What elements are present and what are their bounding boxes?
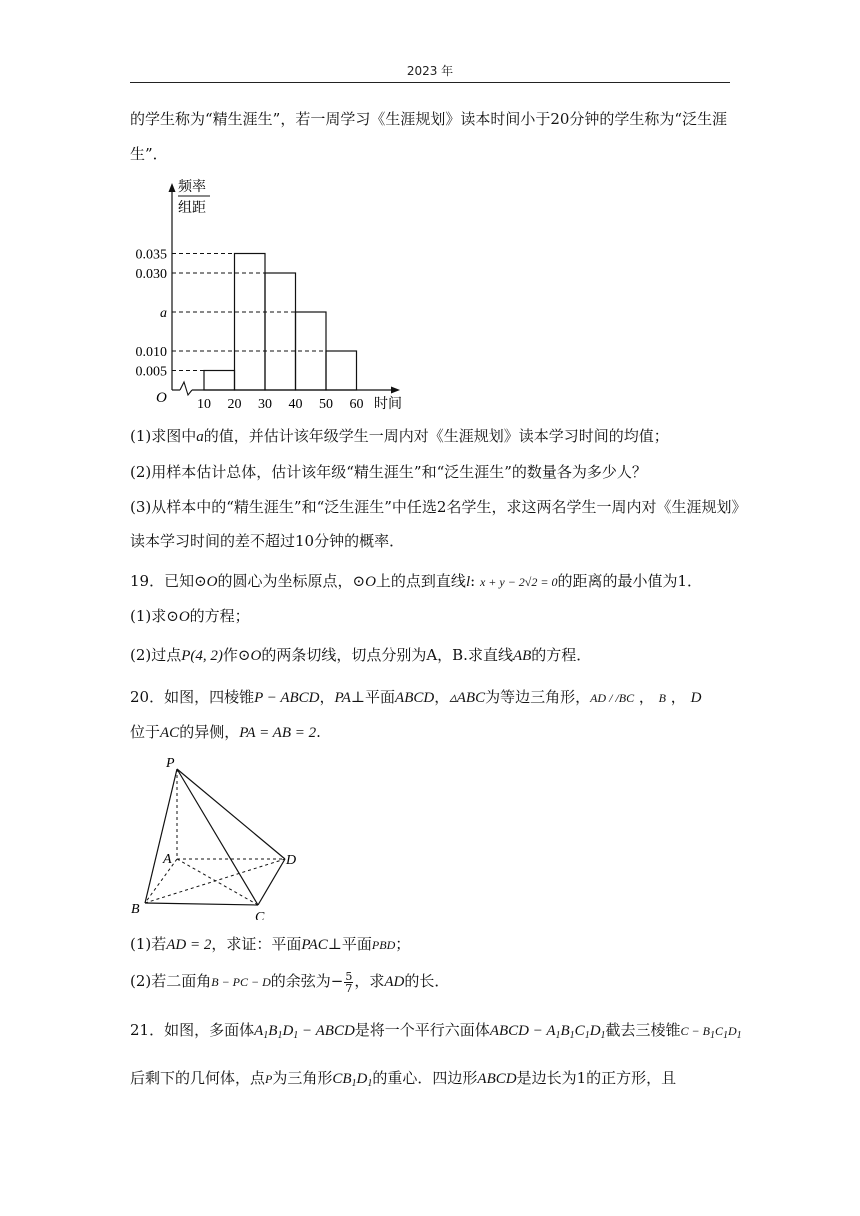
header-rule (130, 82, 730, 83)
q21-line2-b: 为三角形 (272, 1069, 333, 1087)
q21-pyramid-cut: $C - B_1C_1D_1$ (680, 1024, 742, 1041)
q20-plane-abcd: ABCD (395, 690, 435, 706)
q20-stem2-b: 的异侧， (179, 723, 240, 741)
q20-pa-ab-eq: PA = AB = 2 (239, 725, 317, 741)
y-tick-label: 0.030 (135, 267, 167, 282)
x-tick-label: 10 (197, 397, 211, 412)
x-tick-label: 40 (288, 397, 303, 412)
q20-stem-c: ⊥平面 (350, 688, 396, 706)
q20-plane-pbd: PBD (371, 938, 396, 952)
page-header: 2023 年 (406, 64, 454, 78)
q19-stem-e: 的距离的最小值为1． (557, 572, 703, 590)
q21-line2-a: 后剩下的几何体，点 (130, 1069, 266, 1087)
q20-stem-line-2 (130, 721, 321, 744)
q19-stem-b: 的圆心为坐标原点，⊙ (217, 572, 366, 590)
q20-stem-f: ， (638, 688, 654, 706)
histogram-bar (265, 273, 296, 390)
q18-part-1-pre: (1)求图中 (130, 427, 197, 445)
q19-line-equation: x + y − 2√2 = 0 (479, 575, 558, 589)
q21-polyhedron: $A_1B_1D_1$ − ABCD (254, 1023, 355, 1041)
q19-line-ab: AB (512, 648, 532, 664)
q18-part-1-post: 的值，并估计该年级学生一周内对《生涯规划》读本学习时间的均值； (203, 427, 669, 445)
q19-part-1 (130, 605, 250, 628)
q21-c: 截去三棱锥 (605, 1021, 681, 1039)
q19-part-1-b: 的方程； (189, 607, 250, 625)
q19-point-p: P(4, 2) (181, 648, 223, 664)
edge-ac (177, 859, 258, 905)
origin-label: O (156, 390, 167, 406)
q21-line-1 (130, 1019, 742, 1047)
q20-pyramid: P − ABCD (254, 690, 320, 706)
y-axis-label-numerator: 频率 (178, 180, 206, 195)
q19-circle-o: O (206, 574, 218, 590)
q18-part-3-line-1: (3)从样本中的“精生涯生”和“泛生涯生”中任选2名学生，求这两名学生一周内对《生涯规划》 (130, 498, 747, 516)
q20-p1-d: ； (395, 935, 411, 953)
edge-pb (145, 769, 177, 903)
q18-part-2: (2)用样本估计总体，估计该年级“精生涯生”和“泛生涯生”的数量各为多少人？ (130, 463, 647, 481)
q19-stem-c: 上的点到直线 (375, 572, 466, 590)
q20-p2-a: (2)若二面角 (130, 972, 212, 990)
q20-ad: AD (384, 974, 405, 990)
x-tick-label: 60 (349, 397, 364, 412)
q21-square-abcd: ABCD (477, 1071, 517, 1087)
y-tick-label: 0.035 (135, 247, 167, 263)
q19-circle-o-2: O (365, 574, 376, 590)
q20-p1-c: ⊥平面 (327, 935, 372, 953)
q20-ac: AC (160, 725, 180, 741)
q20-plane-pac: PAC (301, 937, 328, 953)
q19-part-2-b: 作⊙ (222, 646, 251, 664)
q20-dihedral-angle: B − PC − D (211, 975, 271, 989)
pyramid-figure (125, 750, 315, 920)
q19-part-2 (130, 644, 591, 667)
q20-stem-b: ， (319, 688, 335, 706)
fraction-denominator: 7 (345, 981, 353, 995)
q21-line2-d: 是边长为1的正方形，且 (516, 1069, 677, 1087)
q18-var-a: a (196, 429, 204, 445)
q20-vertex-d: D (690, 690, 702, 706)
x-tick-label: 30 (258, 397, 272, 412)
intro-line-1: 的学生称为“精生涯生”，若一周学习《生涯规划》读本时间小于20分钟的学生称为“泛生涯 (130, 110, 728, 128)
q21-b: 是将一个平行六面体 (354, 1021, 490, 1039)
q20-stem2-a: 位于 (130, 723, 161, 741)
x-axis-label: 时间 (374, 397, 402, 412)
y-tick-label: 0.005 (135, 364, 167, 380)
q20-p2-c: ，求 (354, 972, 385, 990)
q19-line-l: l (465, 574, 471, 590)
q21-parallelepiped: ABCD − $A_1B_1C_1D_1$ (489, 1023, 606, 1041)
q20-stem-line-1 (130, 686, 701, 709)
q21-point-p: P (265, 1072, 273, 1086)
q21-a: 21．如图，多面体 (130, 1021, 255, 1039)
q20-part-1 (130, 933, 410, 956)
x-axis-arrow (391, 387, 400, 394)
histogram-bar (235, 254, 266, 391)
q21-line-2 (130, 1067, 676, 1095)
q19-part-2-c: 的两条切线，切点分别为A，B.求直线 (261, 646, 513, 664)
axis-break-mark (180, 382, 192, 395)
q19-part-1-o: O (178, 609, 190, 625)
q18-part-1 (130, 425, 669, 448)
label-d: D (286, 853, 297, 868)
fraction-5-7 (344, 971, 353, 994)
q20-p1-a: (1)若 (130, 935, 167, 953)
histogram-bar (204, 371, 235, 391)
q20-pa: PA (334, 690, 351, 706)
label-p: P (166, 756, 175, 771)
q20-stem2-c: . (316, 723, 321, 741)
q19-part-2-d: 的方程． (531, 646, 592, 664)
edge-pc (177, 769, 258, 905)
q19-colon: : (470, 572, 476, 590)
y-tick-label: 0.010 (135, 345, 167, 360)
x-tick-label: 20 (227, 397, 242, 412)
q19-part-2-a: (2)过点 (130, 646, 182, 664)
y-axis-arrow (169, 183, 176, 192)
q18-part-3-line-2: 读本学习时间的差不超过10分钟的概率． (130, 532, 405, 550)
q20-stem-g: ， (670, 688, 686, 706)
q20-stem-a: 20．如图，四棱锥 (130, 688, 255, 706)
frequency-histogram (120, 175, 420, 415)
q20-p1-b: ，求证：平面 (211, 935, 302, 953)
q20-p2-b: 的余弦为− (270, 972, 344, 990)
q20-stem-d: ， (434, 688, 450, 706)
edge-bc (145, 903, 258, 905)
q20-part-2 (130, 970, 449, 994)
y-tick-label: a (160, 306, 167, 321)
q19-part-1-a: (1)求⊙ (130, 607, 179, 625)
q20-p2-d: 的长． (404, 972, 450, 990)
q20-triangle-abc: ▵ABC (449, 690, 486, 706)
q19-part-2-o: O (250, 648, 262, 664)
edge-pd (177, 769, 285, 859)
label-c: C (255, 910, 265, 920)
q20-stem-e: 为等边三角形， (485, 688, 591, 706)
q19-stem (130, 570, 702, 593)
label-b: B (131, 902, 140, 917)
label-a: A (163, 852, 172, 867)
fraction-numerator: 5 (345, 969, 353, 983)
intro-line-2: 生”． (130, 145, 168, 163)
q20-vertex-b: B (658, 691, 667, 705)
q19-stem-a: 19．已知⊙ (130, 572, 207, 590)
q20-parallel: AD / /BC (590, 691, 635, 705)
x-tick-label: 50 (319, 397, 333, 412)
q21-triangle-cb1d1: $CB_1D_1$ (332, 1071, 373, 1089)
histogram-bar (326, 351, 357, 390)
q20-ad-eq: AD = 2 (166, 937, 212, 953)
y-axis-label-denominator: 组距 (178, 201, 206, 216)
q21-line2-c: 的重心．四边形 (372, 1069, 478, 1087)
